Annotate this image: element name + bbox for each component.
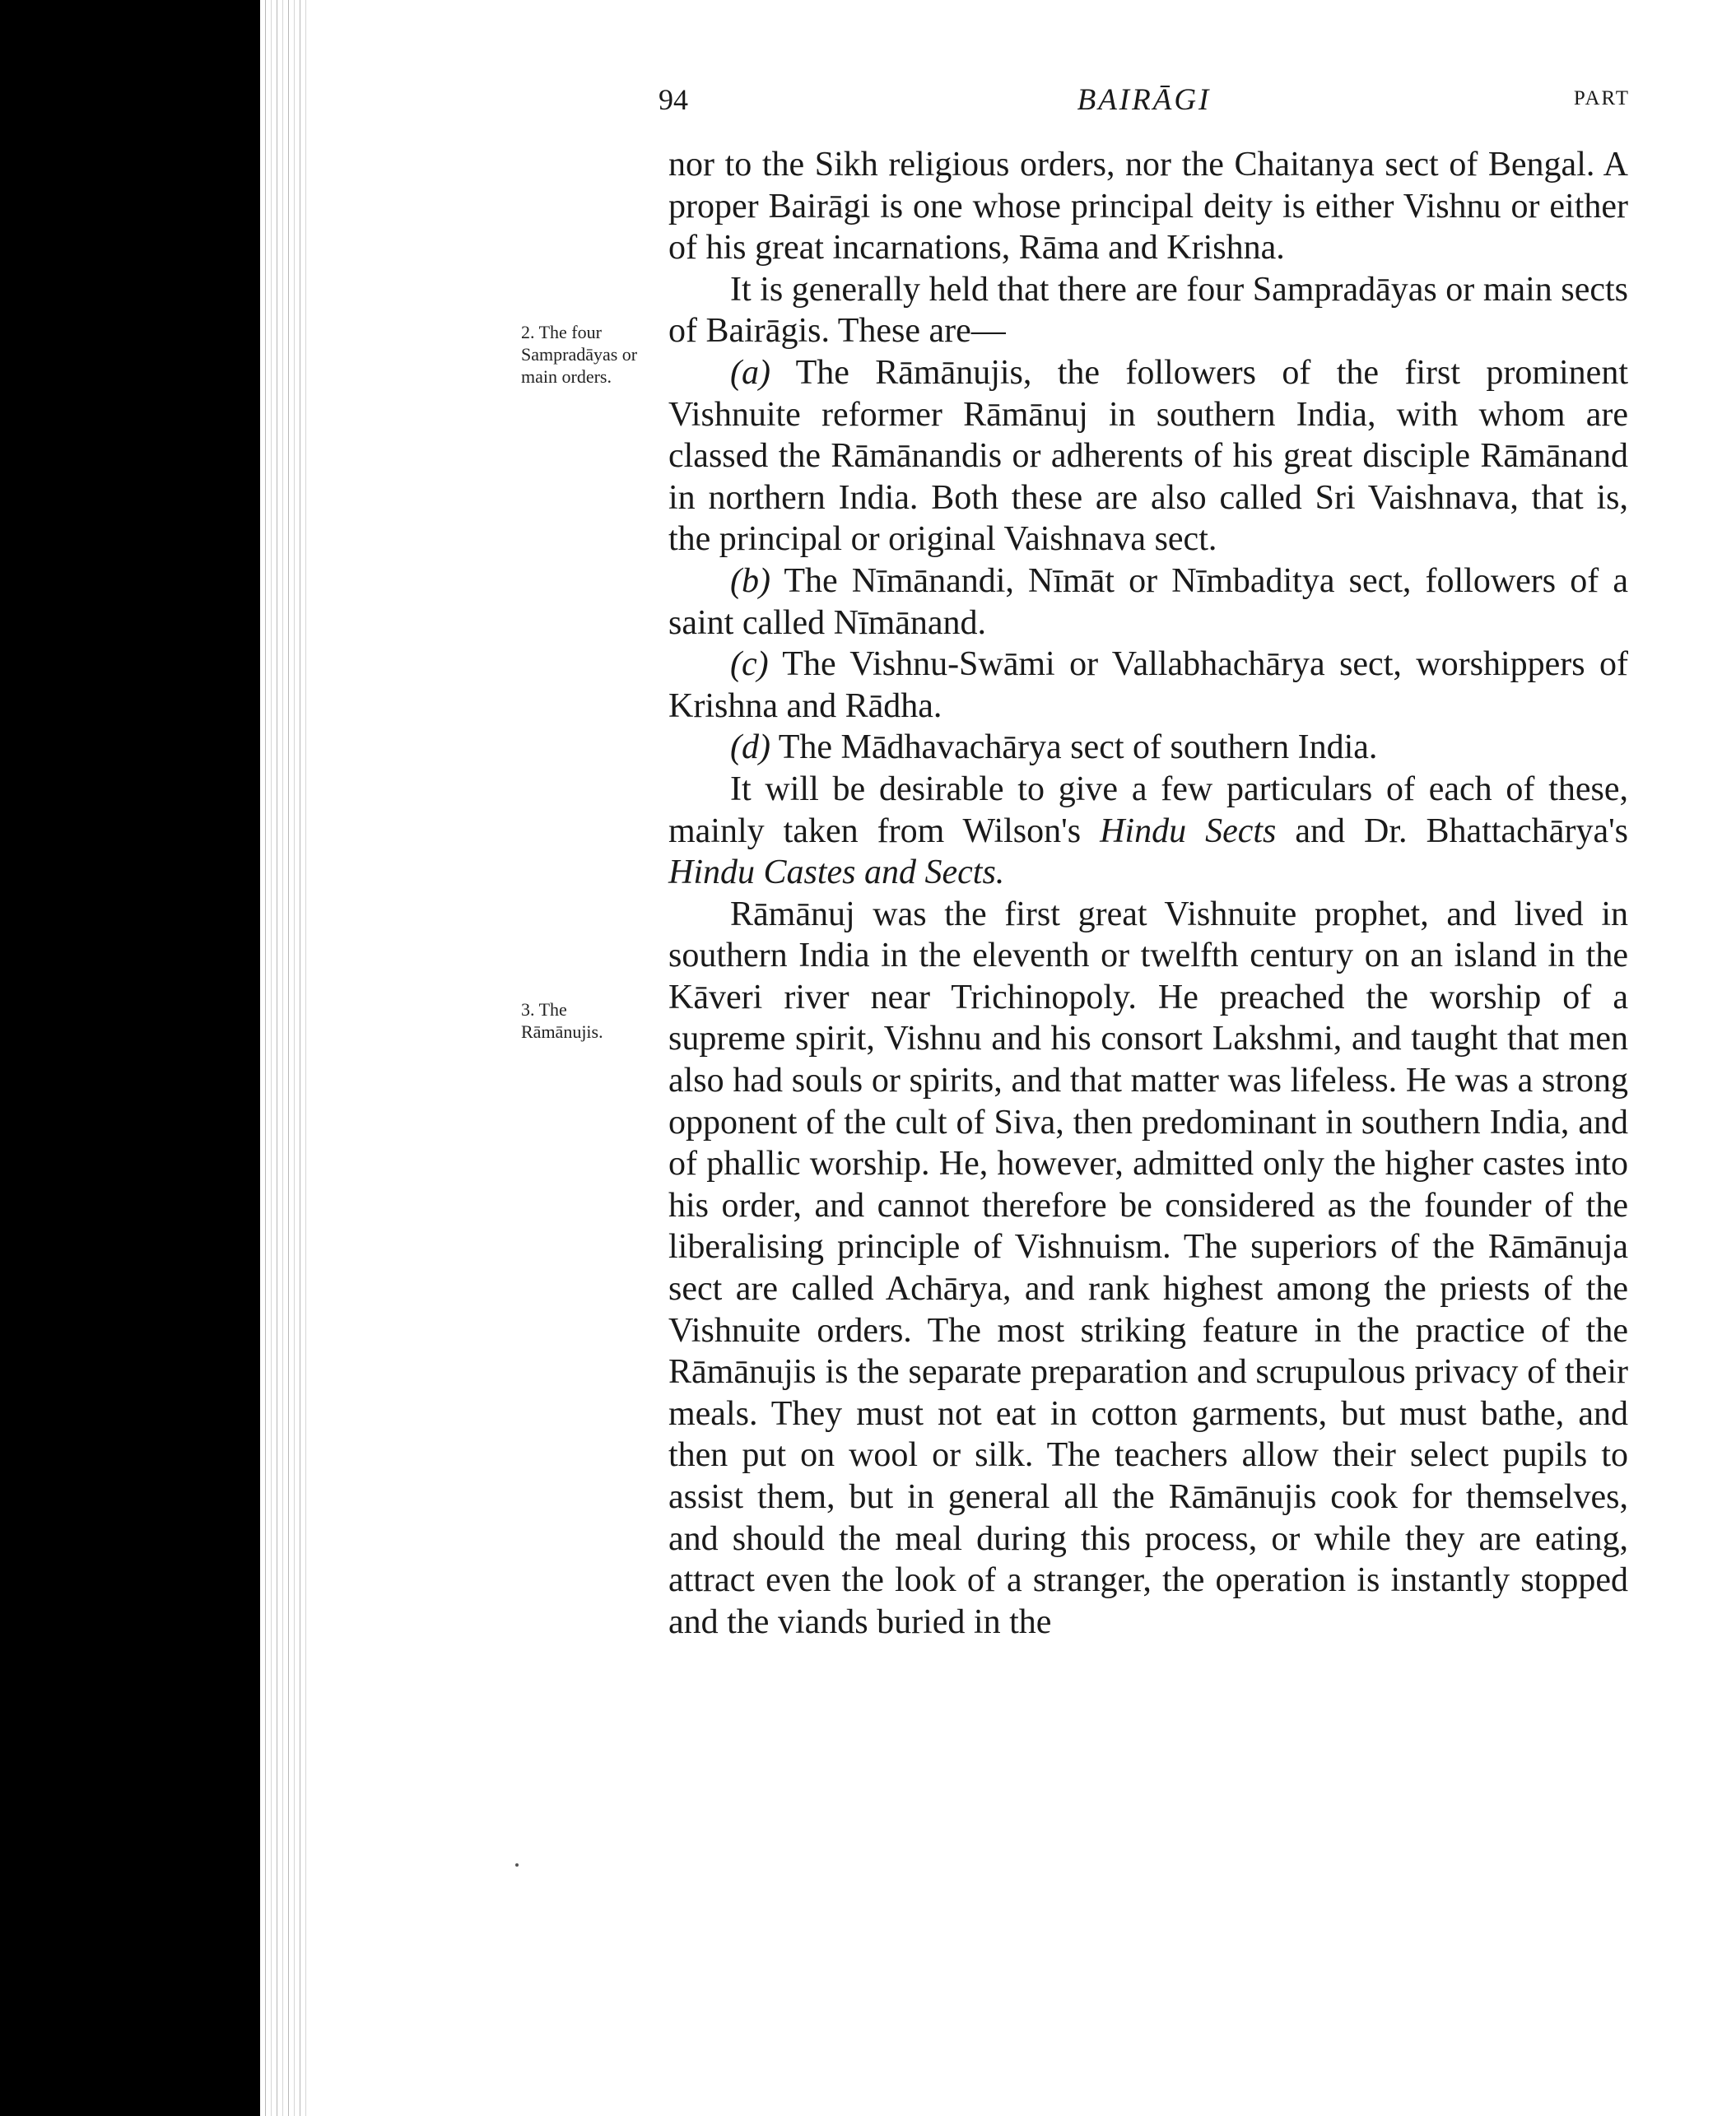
particulars-text-start: It will be desirable to give a few particulars of each of these, mainly taken from Wilson's [668, 770, 1628, 850]
item-label-d: (d) [730, 728, 770, 767]
page-gutter [260, 0, 310, 2116]
book-binding-edge [0, 0, 260, 2116]
item-text-d: The Mādhavachārya sect of southern India. [770, 728, 1378, 767]
list-item-b [668, 560, 1628, 644]
paragraph-sikh-orders: nor to the Sikh religious orders, nor the Chaitanya sect of Bengal. A proper Bairāgi is one whose principal deity is either Vishnu or either of his great incarnations, Rāma and Krishna. [668, 146, 1628, 267]
item-text-b: The Nīmānandi, Nīmāt or Nīmbaditya sect, followers of a saint called Nīmānand. [668, 561, 1628, 642]
marginal-note-ramanujis: 3. The Rāmānujis. [521, 999, 603, 1042]
list-item-d [668, 727, 1628, 769]
list-item-c [668, 644, 1628, 727]
page-header [659, 82, 1630, 123]
page-number: 94 [659, 83, 688, 116]
item-label-a: (a) [730, 353, 770, 392]
item-label-c: (c) [730, 645, 769, 684]
book-title-hindu-sects: Hindu Sects [1100, 812, 1277, 850]
paragraph-particulars [668, 769, 1628, 894]
part-label: PART [1573, 87, 1630, 109]
paragraph-four-sampradayas: It is generally held that there are four Sampradāyas or main sects of Bairāgis. These are— [668, 270, 1628, 351]
stray-mark [515, 1863, 519, 1867]
item-text-c: The Vishnu-Swāmi or Vallabhachārya sect, worshippers of Krishna and Rādha. [668, 645, 1628, 725]
list-item-a [668, 352, 1628, 560]
marginal-note-sampradayas: 2. The four Sampradāyas or main orders. [521, 322, 638, 387]
running-title: BAIRĀGI [1077, 83, 1212, 117]
item-text-a: The Rāmānujis, the followers of the first prominent Vishnuite reformer Rāmānuj in southern India, with whom are classed the Rāmānandis or adherents of his great disciple Rāmānand in northern India. Both these are also called Sri Vaishnava, that is, the principal or original Vaishnava sect. [668, 353, 1628, 559]
paragraph-ramanuj: Rāmānuj was the first great Vishnuite prophet, and lived in southern India in the eleventh or twelfth century on an island in the Kāveri river near Trichinopoly. He preached the worship of a supreme spirit, Vishnu and his consort Lakshmi, and taught that men also had souls or spirits, and that matter was lifeless. He was a strong opponent of the cult of Siva, then predominant in southern India, and of phallic worship. He, however, admitted only the higher castes into his order, and cannot therefore be considered as the founder of the liberalising principle of Vishnuism. The superiors of the Rāmānuja sect are called Achārya, and rank highest among the priests of the Vishnuite orders. The most striking feature in the practice of the Rāmānujis is the separate preparation and scrupulous privacy of their meals. They must not eat in cotton garments, but must bathe, and then put on wool or silk. The teachers allow their select pupils to assist them, but in general all the Rāmānujis cook for themselves, and should the meal during this process, or while they are eating, attract even the look of a stranger, the operation is instantly stopped and the viands buried in the [668, 895, 1628, 1641]
body-text [668, 144, 1628, 1643]
book-title-hindu-castes: Hindu Castes and Sects. [668, 853, 1005, 892]
item-label-b: (b) [730, 561, 770, 600]
particulars-text-mid: and Dr. Bhattachārya's [1276, 812, 1628, 850]
